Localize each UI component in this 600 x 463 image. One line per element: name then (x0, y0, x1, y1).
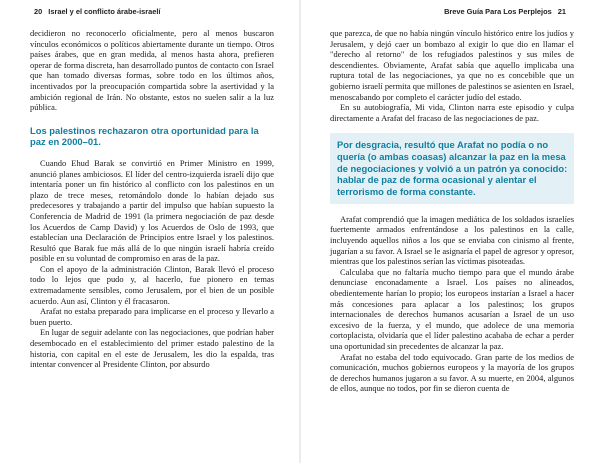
left-paragraph-2: Cuando Ehud Barak se convirtió en Primer Ministro en 1999, anunció planes ambiciosos. El líder del centro-izquierda israelí dijo que intentaría poner un fin histórico al conflicto con los palestinos en un plazo de trece meses, retomándolo donde lo habían dejado sus predecesores y trabajando a partir del impulso que habían supuesto la Conferencia de Madrid de 1991 (la primera negociación de paz desde los Acuerdos de Camp David) y los Acuerdos de Oslo de 1993, que establecían una Declaración de Principios entre Israel y los palestinos. Resultó que Barak fue más allá de lo que ningún israelí habría creído posible en su voluntad de compromiso en aras de la paz. (30, 157, 274, 264)
right-paragraph-5: Arafat no estaba del todo equivocado. Gran parte de los medios de comunicación, muchos gobiernos europeos y la mayoría de los grupos de derechos humanos jugaron a su favor. A su muerte, en 2004, algunos de ellos, aunque no todos, por fin se dieron cuenta de (330, 351, 574, 394)
right-paragraph-4: Calculaba que no faltaría mucho tiempo para que el mundo árabe denunciase enconadamente a Israel. Los países no alineados, obedientemente harían lo propio; los europeos instarían a Israel a hacer más concesiones para aplacar a los palestinos; los grupos internacionales de derechos humanos acusarían a Israel de un uso excesivo de la fuerza, y el mundo, que adolece de una memoria cortoplacista, olvidaría que el líder palestino acababa de echar a perder una oportunidad sin precedentes de alcanzar la paz. (330, 266, 574, 351)
right-page (300, 0, 600, 463)
left-text-column (30, 28, 274, 370)
section-heading: Los palestinos rechazaron otra oportunidad para la paz en 2000–01. (30, 124, 259, 148)
left-running-head (30, 7, 160, 16)
right-running-title: Breve Guía Para Los Perplejos (444, 7, 552, 16)
left-paragraph-4: Arafat no estaba preparado para implicarse en el proceso y llevarlo a buen puerto. (30, 306, 274, 327)
right-page-number: 21 (557, 7, 566, 16)
left-page-number: 20 (34, 7, 43, 16)
left-paragraph-1: decidieron no reconocerlo oficialmente, pero al menos buscaron vínculos económicos o políticos abiertamente durante un tiempo. Otros países árabes, que en gran medida, al menos hasta ahora, prefieren operar de forma discreta, han desarrollado puntos de contacto con Israel que han tomado diversas formas, sobre todo en los últimos años, incentivados por la preocupación compartida sobre la asertividad y la ambición regional de Irán. No obstante, estos no suelen salir a la luz pública. (30, 28, 274, 113)
right-running-head (444, 7, 570, 16)
right-paragraph-3: Arafat comprendió que la imagen mediática de los soldados israelíes fuertemente armados enfrentándose a los palestinos en la calle, incluyendo aquellos niños a los que se enviaba con cinismo al frente, jugarían a su favor. A Israel se le asignaría el papel de agresor y opresor, mientras que los palestinos serían las víctimas pisoteadas. (330, 213, 574, 267)
left-paragraph-5: En lugar de seguir adelante con las negociaciones, que podrían haber desembocado en el establecimiento del primer estado palestino de la historia, con capital en el este de Jerusalem, les dio la espalda, tras intentar convencer al Presidente Clinton, por absurdo (30, 327, 274, 370)
right-paragraph-1: que parezca, de que no había ningún vínculo histórico entre los judíos y Jerusalem, y dejó caer un bombazo al exigir lo que dio en llamar el "derecho al retorno" de los refugiados palestinos y sus miles de descendientes. Obviamente, Arafat sabía que aquello implicaba una ruptura total de las negociaciones, ya que no es concebible que un gobierno israelí permita que millones de palestinos se asienten en Israel, menoscabando por completo el carácter judío del estado. (330, 28, 574, 102)
right-text-column (330, 28, 574, 394)
right-paragraph-2: En su autobiografía, Mi vida, Clinton narra este episodio y culpa directamente a Arafat del fracaso de las negociaciones de paz. (330, 102, 574, 123)
left-paragraph-3: Con el apoyo de la administración Clinton, Barak llevó el proceso todo lo lejos que pudo y, al hacerlo, fue pionero en temas extremadamente sensibles, como Jerusalem, por el bien de un posible acuerdo. Aun así, Clinton y él fracasaron. (30, 263, 274, 306)
pull-quote-callout: Por desgracia, resultó que Arafat no podía o no quería (o ambas coasas) alcanzar la paz en la mesa de negociaciones y volvió a un patrón ya conocido: hablar de paz de forma ocasional y alentar el terrorismo de forma constante. (330, 133, 574, 204)
left-running-title: Israel y el conflicto árabe-israelí (48, 7, 161, 16)
